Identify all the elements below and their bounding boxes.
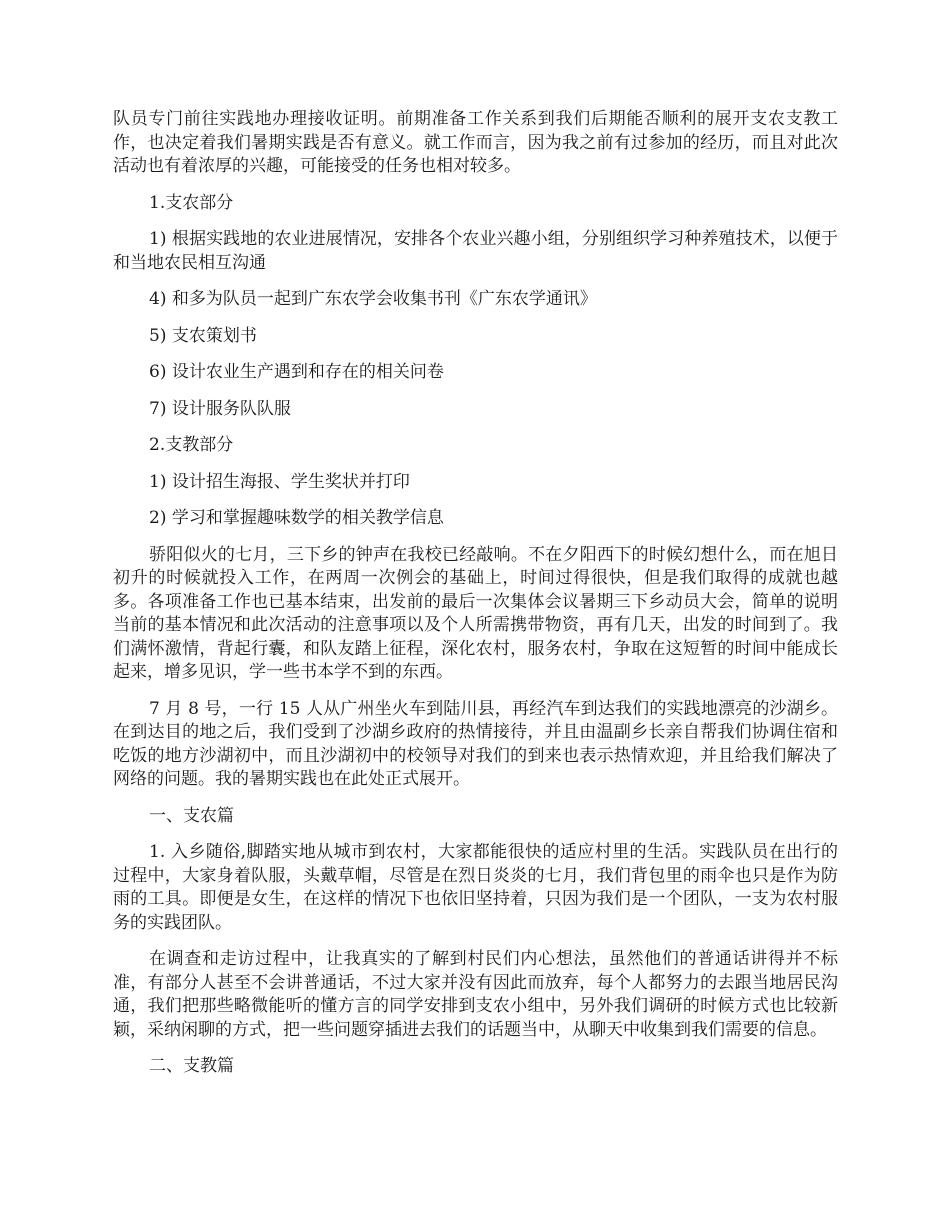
- paragraph: 在调查和走访过程中，让我真实的了解到村民们内心想法，虽然他们的普通话讲得并不标准，有部分人甚至不会讲普通话，不过大家并没有因此而放弃，每个人都努力的去跟当地居民沟通，我们把那些略微能听的懂方言的同学安排到支农小组中，另外我们调研的时候方式也比较新颖，采纳闲聊的方式，把一些问题穿插进去我们的话题当中，从聊天中收集到我们需要的信息。: [113, 949, 838, 1040]
- list-item: 6) 设计农业生产遇到和存在的相关问卷: [149, 362, 444, 382]
- list-item: 7) 设计服务队队服: [149, 398, 291, 419]
- section-heading-agriculture: 一、支农篇: [149, 805, 234, 826]
- list-item: 4) 和多为队员一起到广东农学会收集书刊《广东农学通讯》: [149, 289, 597, 309]
- paragraph: 1. 入乡随俗,脚踏实地从城市到农村，大家都能很快的适应村里的生活。实践队员在出行的过程中，大家身着队服，头戴草帽，尽管是在烈日炎炎的七月，我们背包里的雨伞也只是作为防雨的工具。即便是女生，在这样的情况下也依旧坚持着，只因为我们是一个团队，一支为农村服务的实践团队。: [113, 842, 838, 933]
- paragraph-continuation: 队员专门前往实践地办理接收证明。前期准备工作关系到我们后期能否顺利的展开支农支教工作，也决定着我们暑期实践是否有意义。就工作而言，因为我之前有过参加的经历，而且对此次活动也有着浓厚的兴趣，可能接受的任务也相对较多。: [113, 109, 838, 176]
- list-item: 1) 设计招生海报、学生奖状并打印: [149, 471, 410, 492]
- list-item: 2) 学习和掌握趣味数学的相关教学信息: [149, 508, 444, 528]
- section-heading-agriculture-prep: 1.支农部分: [149, 192, 234, 213]
- section-heading-teaching: 二、支教篇: [149, 1056, 234, 1076]
- document-body: [113, 108, 838, 1092]
- list-item: 5) 支农策划书: [149, 325, 257, 346]
- paragraph: 7 月 8 号，一行 15 人从广州坐火车到陆川县，再经汽车到达我们的实践地漂亮的沙湖乡。在到达目的地之后，我们受到了沙湖乡政府的热情接待，并且由温副乡长亲自帮我们协调住宿和吃饭的地方沙湖初中，而且沙湖初中的校领导对我们的到来也表示热情欢迎，并且给我们解决了网络的问题。我的暑期实践也在此处正式展开。: [113, 698, 838, 789]
- list-item: 1) 根据实践地的农业进展情况，安排各个农业兴趣小组，分别组织学习种养殖技术，以便于和当地农民相互沟通: [113, 229, 838, 273]
- paragraph: 骄阳似火的七月，三下乡的钟声在我校已经敲响。不在夕阳西下的时候幻想什么，而在旭日初升的时候就投入工作，在两周一次例会的基础上，时间过得很快，但是我们取得的成就也越多。各项准备工作也已基本结束，出发前的最后一次集体会议暑期三下乡动员大会，简单的说明当前的基本情况和此次活动的注意事项以及个人所需携带物资，再有几天，出发的时间到了。我们满怀激情，背起行囊，和队友踏上征程，深化农村，服务农村，争取在这短暂的时间中能成长起来，增多见识，学一些书本学不到的东西。: [113, 544, 838, 682]
- section-heading-teaching-prep: 2.支教部分: [149, 435, 234, 455]
